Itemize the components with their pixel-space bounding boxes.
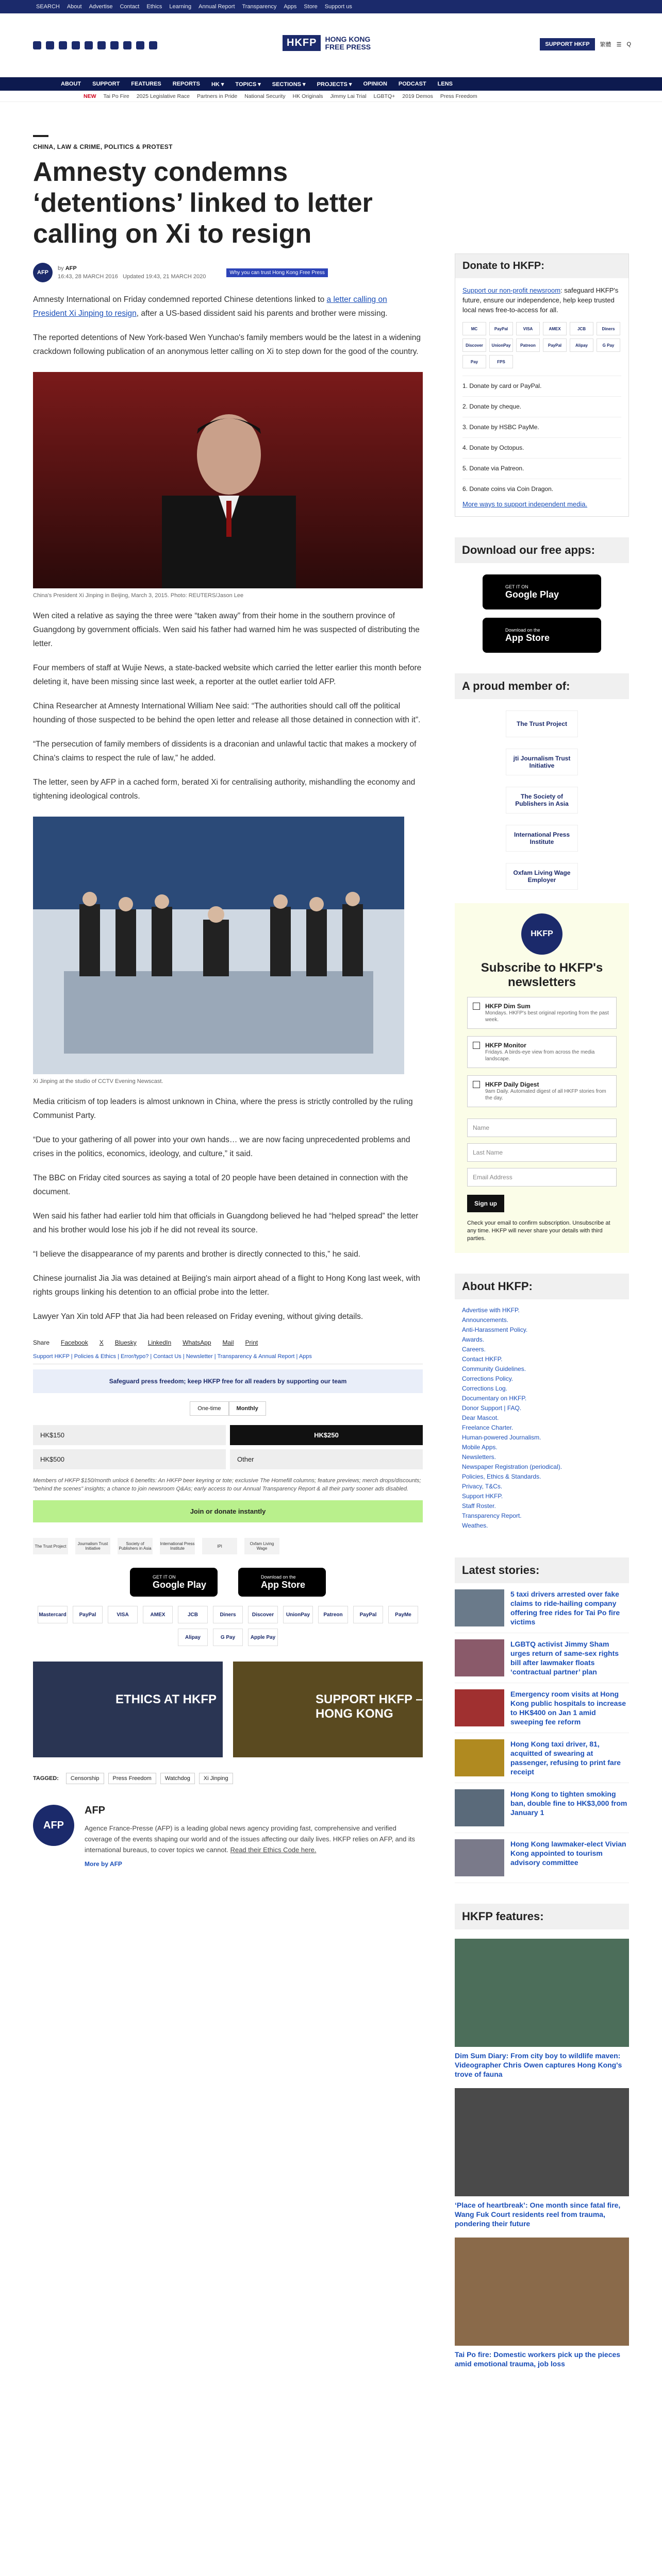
rss-icon[interactable] bbox=[149, 41, 157, 49]
about-link[interactable]: Human-powered Journalism. bbox=[462, 1434, 541, 1441]
nav-item[interactable]: SECTIONS ▾ bbox=[272, 81, 306, 88]
article bbox=[33, 135, 423, 1868]
bluesky-icon[interactable] bbox=[85, 41, 93, 49]
ethics-video[interactable] bbox=[33, 1662, 223, 1757]
donate-text: : safeguard HKFP's future, ensure our independence, help keep trusted local news free-to-access for all. bbox=[462, 286, 619, 314]
story-thumbnail[interactable] bbox=[455, 1839, 504, 1876]
membership-fineprint: Members of HKFP $150/month unlock 6 benefits: An HKFP beer keyring or tote; exclusive The Homefill columns; feature previews; merch drops/discounts; "behind the scenes" insights; a chance to join newsroom Q&As; early access to our Annual Transparency Report & all their party sooner ads disabled. bbox=[33, 1478, 421, 1492]
donate-method[interactable]: 6. Donate coins via Coin Dragon. bbox=[462, 479, 621, 499]
masthead-actions bbox=[540, 38, 631, 50]
figure-cctv-studio bbox=[33, 817, 423, 1084]
newsletter-note: Check your email to confirm subscription. Unsubscribe at any time. HKFP will never share your details with third parties. bbox=[467, 1220, 610, 1242]
paypal-icon: PayPal bbox=[353, 1606, 383, 1623]
paragraph: The BBC on Friday cited sources as saying a total of 20 people have been detained in connection with the document. bbox=[33, 1174, 408, 1196]
threads-icon[interactable] bbox=[72, 41, 80, 49]
about-link[interactable]: Mobile Apps. bbox=[462, 1444, 498, 1451]
author-name[interactable]: AFP bbox=[65, 265, 77, 272]
card-logo: G Pay bbox=[597, 338, 620, 352]
util-link[interactable]: Apps bbox=[284, 4, 297, 10]
byline bbox=[33, 263, 423, 282]
about-link[interactable]: Support HKFP. bbox=[462, 1493, 503, 1500]
about-link[interactable]: Advertise with HKFP. bbox=[462, 1307, 520, 1314]
about-link[interactable]: Privacy, T&Cs. bbox=[462, 1483, 503, 1490]
tag[interactable]: Watchdog bbox=[160, 1773, 195, 1784]
visa-icon: VISA bbox=[108, 1606, 138, 1623]
paragraph: Chinese journalist Jia Jia was detained at Beijing's main airport ahead of a flight to Hong Kong last week, with rights groups linking his detention to an official probe into the letter. bbox=[33, 1274, 420, 1297]
share-bluesky[interactable]: Bluesky bbox=[114, 1339, 137, 1346]
ethics-code-link[interactable]: Read their Ethics Code here. bbox=[230, 1846, 317, 1854]
donate-banner[interactable]: Safeguard press freedom; keep HKFP free for all readers by supporting our team bbox=[33, 1369, 423, 1393]
checkbox[interactable] bbox=[473, 1042, 480, 1049]
member-logo[interactable]: jti Journalism Trust Initiative bbox=[506, 749, 578, 775]
join-button[interactable]: Join or donate instantly bbox=[33, 1500, 423, 1522]
feature-item[interactable] bbox=[455, 2088, 629, 2228]
paragraph bbox=[33, 293, 423, 320]
site-logo[interactable] bbox=[283, 35, 371, 51]
latest-list bbox=[455, 1583, 629, 1883]
promo-videos bbox=[33, 1662, 423, 1757]
card-logo: AMEX bbox=[543, 322, 567, 335]
card-logo: PayPal bbox=[543, 338, 567, 352]
discover-icon: Discover bbox=[248, 1606, 278, 1623]
share-x[interactable]: X bbox=[99, 1339, 104, 1346]
author-box bbox=[33, 1805, 423, 1868]
masthead bbox=[0, 13, 662, 77]
features-title: HKFP features: bbox=[455, 1904, 629, 1929]
card-logo: Discover bbox=[462, 338, 486, 352]
email-field[interactable]: Email Address bbox=[467, 1168, 617, 1187]
badge[interactable]: IPI bbox=[202, 1538, 237, 1554]
sidebar-app-buttons bbox=[455, 574, 629, 653]
about-link[interactable]: Anti-Harassment Policy. bbox=[462, 1326, 528, 1333]
nav-item[interactable]: FEATURES bbox=[131, 81, 161, 87]
about-link[interactable]: Community Guidelines. bbox=[462, 1365, 526, 1372]
social-icons bbox=[33, 41, 157, 49]
paragraph-text: , after a US-based dissident said his parents and brother were missing. bbox=[136, 309, 388, 318]
feature-title[interactable]: ‘Place of heartbreak’: One month since fatal fire, Wang Fuk Court residents reel from trauma, pondering their future bbox=[455, 2201, 621, 2228]
amount-option[interactable]: HK$150 bbox=[33, 1425, 226, 1445]
monthly-option[interactable]: Monthly bbox=[229, 1401, 266, 1416]
about-link[interactable]: Dear Mascot. bbox=[462, 1414, 499, 1421]
newsletter-option[interactable] bbox=[467, 1036, 617, 1068]
store-big-label: Google Play bbox=[153, 1579, 207, 1590]
figure-caption: Xi Jinping at the studio of CCTV Evening Newscast. bbox=[33, 1078, 163, 1084]
paragraph-text: Amnesty International on Friday condemned reported Chinese detentions linked to bbox=[33, 295, 327, 304]
feature-title[interactable]: Dim Sum Diary: From city boy to wildlife maven: Videographer Chris Owen captures Hong Kong's trove of fauna bbox=[455, 2052, 622, 2078]
share-print[interactable]: Print bbox=[245, 1339, 258, 1346]
subnav-item[interactable]: 2019 Demos bbox=[402, 93, 433, 99]
applepay-icon: Apple Pay bbox=[248, 1629, 278, 1646]
story-thumbnail[interactable] bbox=[455, 1689, 504, 1726]
author-avatar[interactable]: AFP bbox=[33, 263, 53, 282]
subnav-item[interactable]: Jimmy Lai Trial bbox=[330, 93, 367, 99]
donate-method[interactable]: 3. Donate by HSBC PayMe. bbox=[462, 417, 621, 437]
newsletter-logo: HKFP bbox=[521, 913, 562, 955]
donate-method[interactable]: 5. Donate via Patreon. bbox=[462, 458, 621, 479]
sub-nav bbox=[0, 91, 662, 102]
card-logo: FPS bbox=[489, 355, 513, 368]
donate-method[interactable]: 2. Donate by cheque. bbox=[462, 396, 621, 417]
option-desc: Fridays. A birds-eye view from across the media landscape. bbox=[485, 1049, 595, 1062]
app-store-button[interactable] bbox=[238, 1568, 326, 1597]
cctv-studio-photo bbox=[33, 817, 404, 1074]
one-time-option[interactable]: One-time bbox=[190, 1401, 228, 1416]
tags-label: TAGGED: bbox=[33, 1775, 59, 1782]
card-logo: Pay bbox=[462, 355, 486, 368]
nav-item[interactable]: SUPPORT bbox=[92, 81, 120, 87]
about-link[interactable]: Announcements. bbox=[462, 1316, 509, 1324]
latest-title: Latest stories: bbox=[455, 1557, 629, 1583]
category-rule bbox=[33, 135, 48, 137]
card-logo: JCB bbox=[570, 322, 593, 335]
tag[interactable]: Press Freedom bbox=[108, 1773, 156, 1784]
support-video[interactable] bbox=[233, 1662, 423, 1757]
diners-icon: Diners bbox=[213, 1606, 243, 1623]
payment-logos bbox=[33, 1606, 423, 1646]
share-linkedin[interactable]: LinkedIn bbox=[147, 1339, 172, 1346]
feature-item[interactable] bbox=[455, 2238, 629, 2368]
language-link[interactable]: 繁體 bbox=[600, 42, 611, 48]
feature-image[interactable] bbox=[455, 2238, 629, 2346]
option-name: HKFP Daily Digest bbox=[485, 1081, 539, 1088]
about-link[interactable]: Newspaper Registration (periodical). bbox=[462, 1463, 562, 1470]
feature-image[interactable] bbox=[455, 1939, 629, 2047]
telegram-icon[interactable] bbox=[136, 41, 144, 49]
utility-bar bbox=[0, 0, 662, 13]
signup-button[interactable]: Sign up bbox=[467, 1195, 504, 1212]
card-logo: Patreon bbox=[516, 338, 540, 352]
store-small-label: Download on the bbox=[261, 1574, 296, 1580]
updated-date: Updated 19:43, 21 MARCH 2020 bbox=[122, 274, 206, 280]
paragraph: The letter, seen by AFP in a cached form, berated Xi for centralising authority, mishandling the economy and tightening ideological controls. bbox=[33, 778, 416, 801]
nav-item[interactable]: REPORTS bbox=[172, 81, 200, 87]
subnav-item[interactable]: Tai Po Fire bbox=[103, 93, 129, 99]
logo-box: HKFP bbox=[283, 35, 321, 51]
store-small-label: GET IT ON bbox=[505, 584, 528, 589]
card-logo: UnionPay bbox=[489, 338, 513, 352]
gpay-icon: G Pay bbox=[213, 1629, 243, 1646]
paragraph: “The persecution of family members of dissidents is a draconian and unlawful tactic that makes a mockery of China's claims to respect the rule of law,” he added. bbox=[33, 740, 417, 762]
new-badge: NEW bbox=[84, 93, 96, 99]
article-body bbox=[33, 293, 423, 1324]
option-name: HKFP Monitor bbox=[485, 1042, 526, 1049]
about-link[interactable]: Policies, Ethics & Standards. bbox=[462, 1473, 541, 1480]
unionpay-icon: UnionPay bbox=[283, 1606, 313, 1623]
card-logo: Alipay bbox=[570, 338, 593, 352]
subnav-item[interactable]: 2025 Legislative Race bbox=[136, 93, 190, 99]
paragraph: Wen cited a relative as saying the three were “taken away” from their home in the southern province of Guangdong by government officials. Wen said his father had warned him he was suspected of distributing the letter. bbox=[33, 612, 420, 648]
util-link[interactable]: Contact bbox=[120, 4, 140, 10]
name-field[interactable]: Name bbox=[467, 1118, 617, 1137]
share-label: Share bbox=[33, 1339, 50, 1346]
feature-item[interactable] bbox=[455, 1939, 629, 2079]
share-bar bbox=[33, 1339, 423, 1346]
about-link[interactable]: Freelance Charter. bbox=[462, 1424, 514, 1431]
subnav-item[interactable]: Partners in Pride bbox=[197, 93, 238, 99]
donate-body bbox=[455, 278, 628, 516]
donate-link[interactable]: Support our non-profit newsroom bbox=[462, 286, 561, 294]
paypal-icon: PayPal bbox=[73, 1606, 103, 1623]
about-link[interactable]: Documentary on HKFP. bbox=[462, 1395, 527, 1402]
email-icon[interactable] bbox=[123, 41, 131, 49]
tag-list bbox=[33, 1773, 423, 1784]
about-list bbox=[455, 1299, 629, 1537]
member-logo[interactable]: Oxfam Living Wage Employer bbox=[506, 863, 578, 890]
nav-item[interactable]: ABOUT bbox=[61, 81, 81, 87]
author-box-name[interactable]: AFP bbox=[85, 1805, 105, 1816]
published-date: 16:43, 28 MARCH 2016 bbox=[58, 274, 118, 280]
instagram-icon[interactable] bbox=[59, 41, 67, 49]
x-icon[interactable] bbox=[46, 41, 54, 49]
donate-widget bbox=[455, 253, 629, 517]
about-link[interactable]: Corrections Policy. bbox=[462, 1375, 514, 1382]
paragraph: Media criticism of top leaders is almost unknown in China, where the press is strictly controlled by the ruling Communist Party. bbox=[33, 1097, 413, 1120]
util-link[interactable]: About bbox=[67, 4, 82, 10]
donate-card-logos bbox=[462, 322, 621, 368]
alipay-icon: Alipay bbox=[178, 1629, 208, 1646]
card-logo: VISA bbox=[516, 322, 540, 335]
xi-portrait-photo bbox=[33, 372, 423, 588]
story-thumbnail[interactable] bbox=[455, 1639, 504, 1676]
store-big-label: App Store bbox=[505, 632, 550, 643]
member-logo[interactable]: The Society of Publishers in Asia bbox=[506, 787, 578, 814]
subnav-item[interactable]: HK Originals bbox=[292, 93, 323, 99]
option-desc: Mondays. HKFP's best original reporting from the past week. bbox=[485, 1010, 609, 1023]
store-small-label: Download on the bbox=[505, 627, 540, 633]
nav-item[interactable]: PROJECTS ▾ bbox=[317, 81, 352, 88]
donate-method[interactable]: 4. Donate by Octopus. bbox=[462, 437, 621, 458]
letter-link[interactable]: a letter calling on President Xi Jinping to resign bbox=[33, 295, 387, 318]
donate-methods bbox=[462, 376, 621, 499]
util-link[interactable]: Transparency bbox=[242, 4, 277, 10]
member-title: A proud member of: bbox=[455, 673, 629, 699]
util-link[interactable]: Annual Report bbox=[198, 4, 235, 10]
story-thumbnail[interactable] bbox=[455, 1739, 504, 1776]
donation-amounts bbox=[33, 1425, 423, 1469]
util-link[interactable]: Store bbox=[304, 4, 318, 10]
story-title[interactable]: Hong Kong taxi driver, 81, acquitted of swearing at passenger, refusing to print fare receipt bbox=[510, 1740, 621, 1776]
about-title: About HKFP: bbox=[455, 1274, 629, 1299]
badge[interactable]: International Press Institute bbox=[160, 1538, 195, 1554]
util-link[interactable]: Support us bbox=[324, 4, 352, 10]
subnav-item[interactable]: National Security bbox=[244, 93, 286, 99]
author-bio-text: Agence France-Presse (AFP) is a leading global news agency providing fast, comprehensive and verified coverage of the events shaping our world and of the issues affecting our daily lives. HKFP relies on AFP, and its international bureaus, to cover topics we cannot. bbox=[85, 1824, 415, 1854]
linkedin-icon[interactable] bbox=[97, 41, 106, 49]
promo-title: ETHICS AT HKFP bbox=[115, 1692, 217, 1706]
amex-icon: AMEX bbox=[143, 1606, 173, 1623]
amount-option[interactable]: HK$500 bbox=[33, 1449, 226, 1469]
paragraph: China Researcher at Amnesty International William Nee said: “The authorities should call off the political hounding of those suspected to be behind the open letter and release all those detained in connection with it”. bbox=[33, 702, 421, 724]
patreon-icon: Patreon bbox=[318, 1606, 348, 1623]
youtube-icon[interactable] bbox=[110, 41, 119, 49]
store-big-label: App Store bbox=[261, 1579, 306, 1590]
paragraph: “I believe the disappearance of my parents and brother is directly connected to this,” he said. bbox=[33, 1250, 360, 1259]
story-thumbnail[interactable] bbox=[455, 1789, 504, 1826]
search-icon[interactable]: Q bbox=[626, 41, 631, 47]
share-mail[interactable]: Mail bbox=[222, 1339, 234, 1346]
apps-title: Download our free apps: bbox=[455, 537, 629, 563]
nav-item[interactable]: HK ▾ bbox=[211, 81, 224, 88]
more-ways-link[interactable]: More ways to support independent media. bbox=[462, 500, 588, 508]
menu-icon[interactable]: ☰ bbox=[616, 41, 622, 48]
paragraph: The reported detentions of New York-based Wen Yunchao's family members would be the latest in a widening crackdown following publication of an anonymous letter calling on Xi to step down for the good of the country. bbox=[33, 333, 421, 356]
badge[interactable]: Society of Publishers in Asia bbox=[118, 1538, 153, 1554]
footer-links-row[interactable]: Support HKFP | Policies & Ethics | Error/typo? | Contact Us | Newsletter | Transparency & Annual Report | Apps bbox=[33, 1353, 423, 1364]
member-logo[interactable]: International Press Institute bbox=[506, 825, 578, 852]
util-link[interactable]: Learning bbox=[169, 4, 192, 10]
amount-option-selected[interactable]: HK$250 bbox=[230, 1425, 423, 1445]
feature-title[interactable]: Tai Po fire: Domestic workers pick up the pieces amid emotional trauma, job loss bbox=[455, 2350, 621, 2368]
share-facebook[interactable]: Facebook bbox=[61, 1339, 88, 1346]
xi-portrait-illustration bbox=[33, 372, 423, 588]
about-link[interactable]: Newsletters. bbox=[462, 1453, 496, 1461]
about-link[interactable]: Contact HKFP. bbox=[462, 1355, 503, 1363]
member-logos bbox=[455, 710, 629, 890]
article-title: Amnesty condemns ‘detentions’ linked to letter calling on Xi to resign bbox=[33, 157, 373, 249]
google-play-button[interactable] bbox=[130, 1568, 218, 1597]
latest-story[interactable] bbox=[455, 1833, 629, 1883]
subnav-item[interactable]: Press Freedom bbox=[440, 93, 477, 99]
paragraph: Lawyer Yan Xin told AFP that Jia had been released on Friday evening, without giving details. bbox=[33, 1312, 363, 1321]
nav-item[interactable]: LENS bbox=[437, 81, 453, 87]
member-logo[interactable]: The Trust Project bbox=[506, 710, 578, 737]
donate-title: Donate to HKFP: bbox=[455, 254, 628, 278]
nav-item[interactable]: OPINION bbox=[363, 81, 387, 87]
frequency-toggle bbox=[33, 1401, 423, 1416]
util-link[interactable]: Ethics bbox=[146, 4, 162, 10]
partner-badges bbox=[33, 1538, 423, 1554]
paragraph: “Due to your gathering of all power into your own hands… we are now facing unprecedented problems and crises in the politics, economics, ideology, and culture,” it said. bbox=[33, 1136, 410, 1158]
option-desc: 9am Daily. Automated digest of all HKFP stories from the day. bbox=[485, 1089, 606, 1101]
author-box-avatar[interactable]: AFP bbox=[33, 1805, 74, 1846]
about-link[interactable]: Staff Roster. bbox=[462, 1502, 496, 1510]
share-whatsapp[interactable]: WhatsApp bbox=[183, 1339, 211, 1346]
badge[interactable]: Journalism Trust Initiative bbox=[75, 1538, 110, 1554]
cctv-studio-illustration bbox=[33, 817, 404, 1074]
last-name-field[interactable]: Last Name bbox=[467, 1143, 617, 1162]
facebook-icon[interactable] bbox=[33, 41, 41, 49]
sidebar bbox=[455, 253, 629, 2368]
checkbox[interactable] bbox=[473, 1003, 480, 1010]
donate-method[interactable]: 1. Donate by card or PayPal. bbox=[462, 376, 621, 396]
about-link[interactable]: Careers. bbox=[462, 1346, 486, 1353]
store-buttons bbox=[33, 1568, 423, 1597]
about-link[interactable]: Donor Support | FAQ. bbox=[462, 1404, 522, 1412]
tag[interactable]: Xi Jinping bbox=[199, 1773, 233, 1784]
card-logo: PayPal bbox=[489, 322, 513, 335]
option-name: HKFP Dim Sum bbox=[485, 1003, 531, 1010]
card-logo: MC bbox=[462, 322, 486, 335]
badge[interactable]: The Trust Project bbox=[33, 1538, 68, 1554]
support-button[interactable]: SUPPORT HKFP bbox=[540, 38, 594, 50]
story-title[interactable]: Hong Kong to tighten smoking ban, double fine to HK$3,000 from January 1 bbox=[510, 1790, 627, 1817]
story-title[interactable]: Hong Kong lawmaker-elect Vivian Kong appointed to tourism advisory committee bbox=[510, 1840, 626, 1867]
subnav-item[interactable]: LGBTQ+ bbox=[373, 93, 395, 99]
story-thumbnail[interactable] bbox=[455, 1589, 504, 1626]
more-by-author-link[interactable]: More by AFP bbox=[85, 1860, 122, 1868]
store-big-label: Google Play bbox=[505, 589, 559, 600]
latest-story[interactable] bbox=[455, 1583, 629, 1633]
byline-meta bbox=[58, 264, 206, 281]
nav-item[interactable]: PODCAST bbox=[398, 81, 426, 87]
newsletter-option[interactable] bbox=[467, 1075, 617, 1107]
about-link[interactable]: Awards. bbox=[462, 1336, 485, 1343]
checkbox[interactable] bbox=[473, 1081, 480, 1088]
newsletter-option[interactable] bbox=[467, 997, 617, 1029]
author-bio bbox=[85, 1823, 423, 1855]
latest-story[interactable] bbox=[455, 1683, 629, 1733]
about-link[interactable]: Weathes. bbox=[462, 1522, 488, 1529]
nav-item[interactable]: TOPICS ▾ bbox=[235, 81, 261, 88]
trust-link[interactable]: Why you can trust Hong Kong Free Press bbox=[226, 268, 328, 277]
badge[interactable]: Oxfam Living Wage bbox=[244, 1538, 279, 1554]
story-title[interactable]: 5 taxi drivers arrested over fake claims to ride-hailing company offering free rides for Tai Po fire victims bbox=[510, 1590, 620, 1626]
util-link[interactable]: SEARCH bbox=[36, 4, 60, 10]
paragraph: Four members of staff at Wujie News, a state-backed website which carried the letter earlier this month before deleting it, have been missing since last week, a reporter at the outlet earlier told AFP. bbox=[33, 664, 422, 686]
mastercard-icon: Mastercard bbox=[38, 1606, 68, 1623]
story-title[interactable]: LGBTQ activist Jimmy Sham urges return of same-sex rights bill after lawmaker floats ‘contractual partner’ plan bbox=[510, 1640, 619, 1676]
story-title[interactable]: Emergency room visits at Hong Kong public hospitals to increase to HK$400 on Jan 1 amid sweeping fee reform bbox=[510, 1690, 626, 1726]
latest-story[interactable] bbox=[455, 1733, 629, 1783]
google-play-button[interactable] bbox=[483, 574, 601, 609]
promo-title: SUPPORT HKFP – HONG KONG bbox=[316, 1692, 423, 1721]
feature-image[interactable] bbox=[455, 2088, 629, 2196]
latest-story[interactable] bbox=[455, 1633, 629, 1683]
amount-option[interactable]: Other bbox=[230, 1449, 423, 1469]
payme-icon: PayMe bbox=[388, 1606, 418, 1623]
figure-caption: China's President Xi Jinping in Beijing, March 3, 2015. Photo: REUTERS/Jason Lee bbox=[33, 592, 244, 599]
newsletter-widget bbox=[455, 903, 629, 1253]
main-nav bbox=[0, 77, 662, 91]
figure-xi-portrait bbox=[33, 372, 423, 599]
util-link[interactable]: Advertise bbox=[89, 4, 113, 10]
by-label: by bbox=[58, 265, 64, 272]
tag[interactable]: Censorship bbox=[66, 1773, 104, 1784]
latest-story[interactable] bbox=[455, 1783, 629, 1833]
about-link[interactable]: Transparency Report. bbox=[462, 1512, 522, 1519]
app-store-button[interactable] bbox=[483, 618, 601, 653]
card-logo: Diners bbox=[597, 322, 620, 335]
about-link[interactable]: Corrections Log. bbox=[462, 1385, 508, 1392]
jcb-icon: JCB bbox=[178, 1606, 208, 1623]
paragraph: Wen said his father had earlier told him that officials in Guangdong believed he had “helped spread” the letter and his brother would lose his job if he did not reveal its source. bbox=[33, 1212, 419, 1234]
article-category[interactable]: CHINA, LAW & CRIME, POLITICS & PROTEST bbox=[33, 143, 173, 150]
logo-text: HONG KONG FREE PRESS bbox=[325, 35, 371, 51]
newsletter-title: Subscribe to HKFP's newsletters bbox=[481, 961, 603, 989]
store-small-label: GET IT ON bbox=[153, 1574, 176, 1580]
